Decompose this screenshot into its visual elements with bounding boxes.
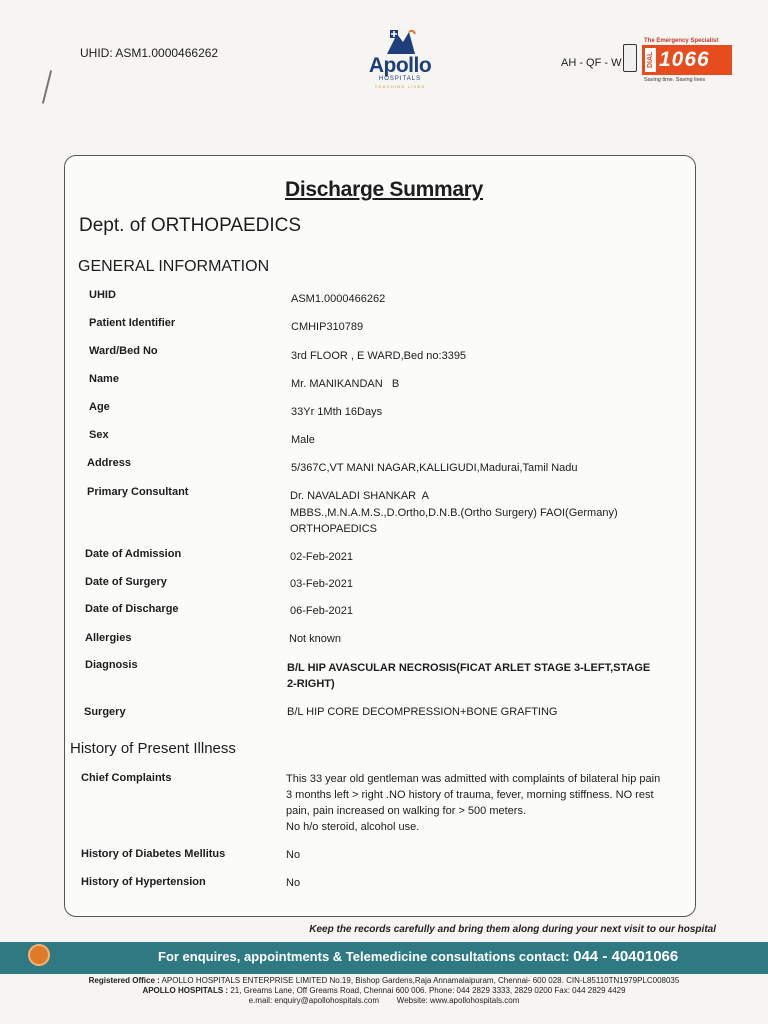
value-surgery: B/L HIP CORE DECOMPRESSION+BONE GRAFTING [287,706,558,718]
label-uhid: UHID [89,289,116,301]
department-heading: Dept. of ORTHOPAEDICS [79,215,302,236]
label-name: Name [89,373,119,385]
value-ward-bed: 3rd FLOOR , E WARD,Bed no:3395 [291,350,467,362]
value-complaints-line2: 3 months left > right .NO history of trauma, fever, morning stiffness. NO rest [286,789,654,801]
emergency-badge [642,38,732,83]
value-consultant-dept: ORTHOPAEDICS [290,523,377,535]
value-date-surgery: 03-Feb-2021 [290,578,353,590]
emergency-dial: DIAL [645,48,656,72]
label-diabetes: History of Diabetes Mellitus [81,848,226,860]
value-address: 5/367C,VT MANI NAGAR,KALLIGUDI,Madurai,Tamil Nadu [291,462,578,474]
general-info-heading: GENERAL INFORMATION [78,258,270,275]
label-sex: Sex [89,429,109,441]
label-primary-consultant: Primary Consultant [87,486,189,498]
value-complaints-line1: This 33 year old gentleman was admitted with complaints of bilateral hip pain [286,773,661,785]
apollo-logo-icon [381,28,419,56]
value-allergies: Not known [289,633,341,645]
reg-text: APOLLO HOSPITALS ENTERPRISE LIMITED No.19, Bishop Gardens,Raja Annamalaipuram, Chennai- 600 028. CIN-L85110TN1979PLC008035 [161,976,680,985]
logo-name: Apollo [368,54,432,77]
value-patient-identifier: CMHIP310789 [291,321,364,333]
label-address: Address [87,457,132,469]
value-uhid: ASM1.0000466262 [291,293,386,305]
emergency-number: 1066 [659,48,710,71]
value-hypertension: No [286,877,301,889]
phone-icon [623,44,637,72]
apollo-logo [350,28,450,98]
history-heading: History of Present Illness [70,740,236,757]
label-date-discharge: Date of Discharge [85,603,179,615]
emergency-bottom-text: Saving time. Saving lives [644,77,706,83]
value-diabetes: No [286,849,301,861]
value-sex: Male [291,434,315,446]
pen-mark [42,70,52,103]
page-title: Discharge Summary [285,178,483,201]
banner-text [158,948,678,965]
value-date-admission: 02-Feb-2021 [290,551,353,563]
value-age: 33Yr 1Mth 16Days [291,406,383,418]
banner-number: 044 - 40401066 [573,948,679,965]
hospital-label: APOLLO HOSPITALS : [142,986,229,995]
value-complaints-line4: No h/o steroid, alcohol use. [286,821,420,833]
label-surgery: Surgery [84,706,126,718]
reg-label: Registered Office : [88,976,160,985]
label-patient-identifier: Patient Identifier [89,317,176,329]
emergency-top-text: The Emergency Specialist [644,38,719,44]
label-ward-bed: Ward/Bed No [89,345,158,357]
label-chief-complaints: Chief Complaints [81,772,172,784]
banner-label: For enquires, appointments & Telemedicine consultations contact: [158,949,570,964]
value-name: Mr. MANIKANDAN B [291,378,400,390]
value-date-discharge: 06-Feb-2021 [290,605,353,617]
value-diagnosis-line2: 2-RIGHT) [287,678,335,690]
footer-note: Keep the records carefully and bring them along during your next visit to our hospital [309,924,716,935]
label-diagnosis: Diagnosis [85,659,138,671]
value-diagnosis-line1: B/L HIP AVASCULAR NECROSIS(FICAT ARLET STAGE 3-LEFT,STAGE [287,662,651,674]
label-age: Age [89,401,110,413]
label-date-admission: Date of Admission [85,548,182,560]
hospital-text: 21, Greams Lane, Off Greams Road, Chennai 600 006. Phone: 044 2829 3333, 2829 0200 Fax: 044 2829 4429 [230,986,626,995]
label-hypertension: History of Hypertension [81,876,206,888]
orb-icon [28,944,50,966]
header-uhid: UHID: ASM1.0000466262 [80,46,219,60]
contact-text: e.mail: enquiry@apollohospitals.com Website: www.apollohospitals.com [248,996,520,1005]
label-allergies: Allergies [85,632,132,644]
registered-office [0,976,768,1006]
value-consultant-name: Dr. NAVALADI SHANKAR A [290,490,429,502]
value-consultant-qualifications: MBBS.,M.N.A.M.S.,D.Ortho,D.N.B.(Ortho Surgery) FAOI(Germany) [290,507,618,519]
logo-sub: HOSPITALS [378,76,422,82]
form-code: AH - QF - W [561,57,622,69]
value-complaints-line3: pain, pain increased on walking for > 500 meters. [286,805,527,817]
label-date-surgery: Date of Surgery [85,576,167,588]
logo-tag: TOUCHING LIVES [374,84,426,89]
